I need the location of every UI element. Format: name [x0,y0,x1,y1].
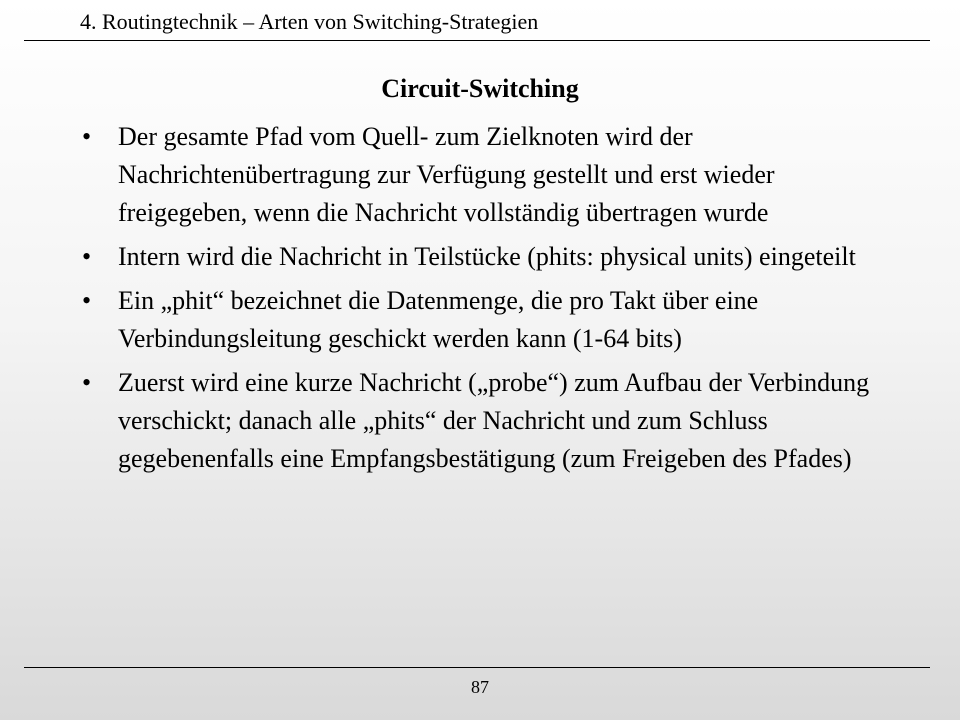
bullet-text: Intern wird die Nachricht in Teilstücke (phits: physical units) eingeteilt [118,242,856,271]
bullet-dot-icon: • [82,286,92,315]
bullet-text: Ein „phit“ bezeichnet die Datenmenge, die pro Takt über eine Verbindungsleitung geschickt werden kann (1-64 bits) [118,286,759,353]
slide-title: Circuit-Switching [381,74,579,103]
slide-header: 4. Routingtechnik – Arten von Switching-Strategien [80,9,539,34]
bullet-item [82,238,902,276]
bullet-item [82,282,902,358]
bullet-item [82,364,902,478]
bullet-dot-icon: • [82,368,92,397]
bullet-text: Der gesamte Pfad vom Quell- zum Zielknoten wird der Nachrichtenübertragung zur Verfügung gestellt und erst wieder freigegeben, wenn die Nachricht vollständig übertragen wurde [118,122,775,227]
bullet-item [82,118,902,232]
bullet-text: Zuerst wird eine kurze Nachricht („probe“) zum Aufbau der Verbindung verschickt; danach alle „phits“ der Nachricht und zum Schluss gegebenenfalls eine Empfangsbestätigung (zum Freigeben des Pfades) [118,368,870,473]
bullet-dot-icon: • [82,242,92,271]
bullet-dot-icon: • [82,122,92,151]
header-divider [24,40,930,41]
page-number: 87 [471,677,489,697]
footer-divider [24,667,930,668]
bullet-list [82,118,902,484]
